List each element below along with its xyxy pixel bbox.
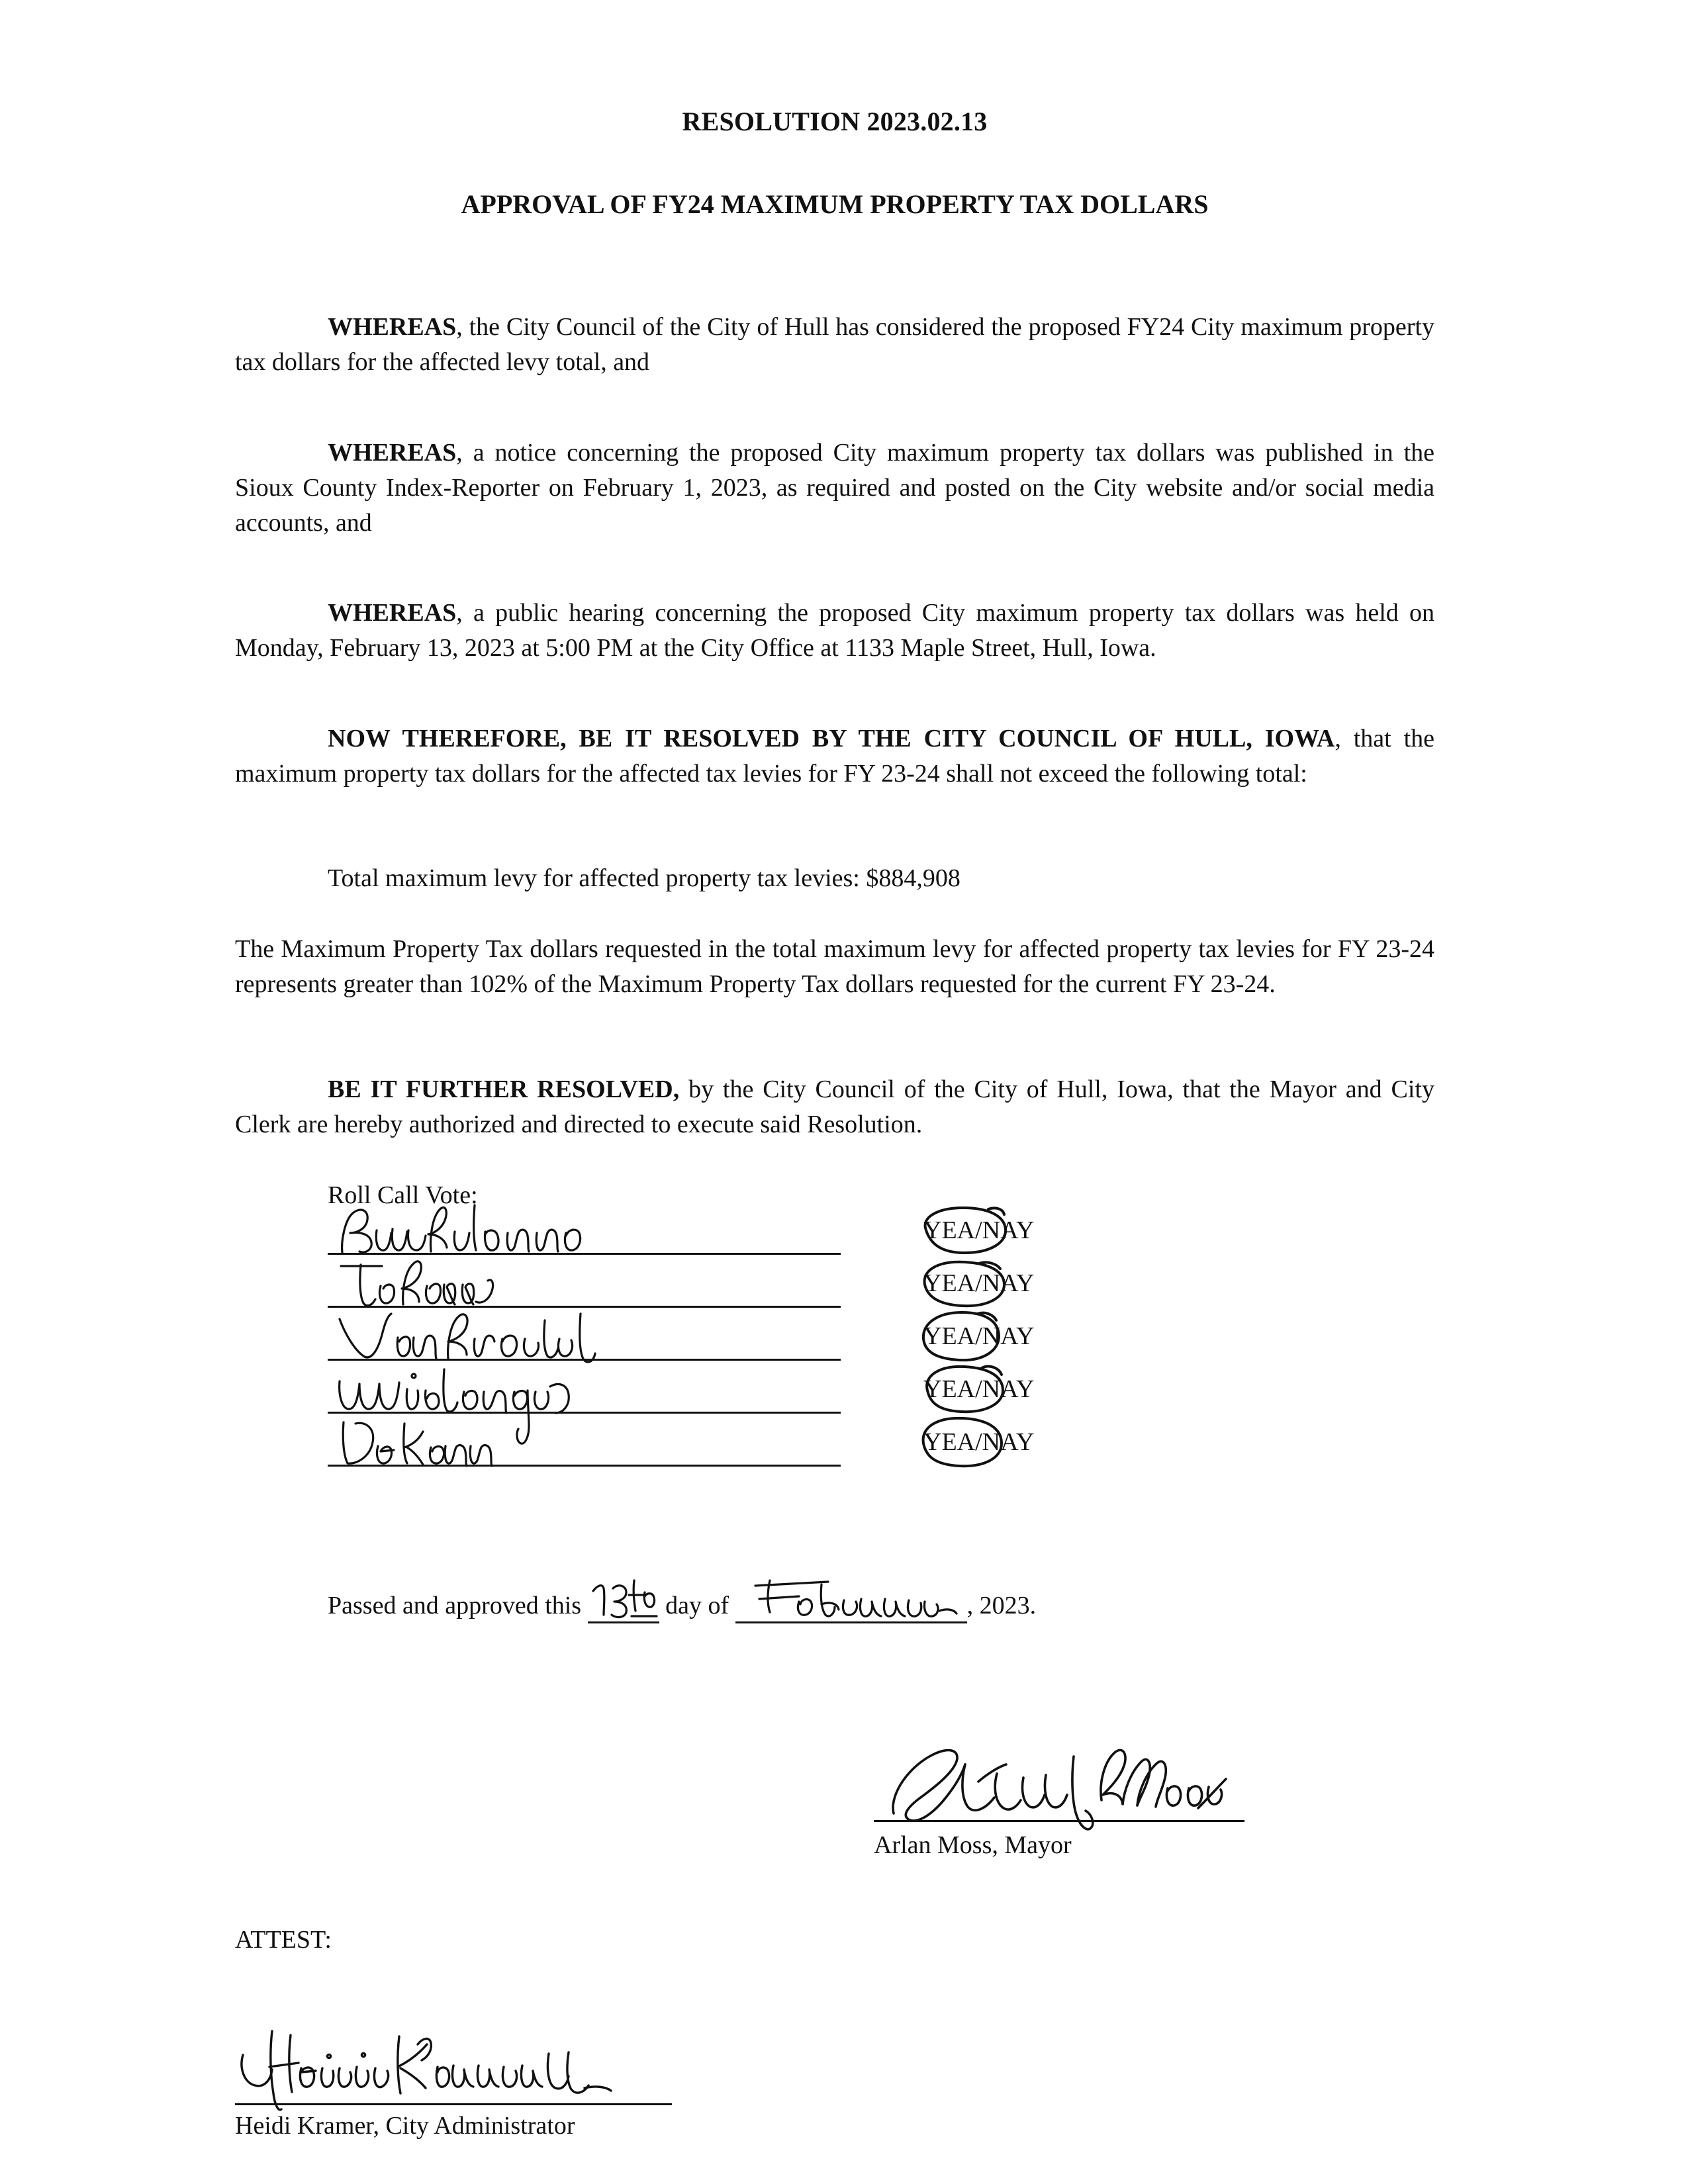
clerk-caption: Heidi Kramer, City Administrator	[235, 2112, 575, 2140]
whereas-3-body: , a public hearing concerning the proposed City maximum property tax dollars was held on Monday, February 13, 2023 at 5:00 PM at the City Office at 1133 Maple Street, Hull, Iowa.	[235, 599, 1434, 662]
mayor-caption: Arlan Moss, Mayor	[874, 1831, 1072, 1859]
mayor-signature-handwriting	[887, 1734, 1244, 1833]
resolved-lead: NOW THEREFORE, BE IT RESOLVED BY THE CITY COUNCIL OF HULL, IOWA	[328, 725, 1335, 752]
signature-line	[328, 1465, 841, 1467]
passed-approved-line	[328, 1588, 1036, 1623]
passed-prefix: Passed and approved this	[328, 1592, 582, 1619]
whereas-paragraph-1	[235, 310, 1434, 380]
mayor-signature-line	[874, 1820, 1244, 1822]
clerk-signature-handwriting	[235, 2022, 659, 2115]
whereas-1-body: , the City Council of the City of Hull has considered the proposed FY24 City maximum property tax dollars for the affected levy total, and	[235, 313, 1434, 376]
roll-call-row	[328, 1420, 1288, 1478]
vote-options-label: YEA/NAY	[923, 1269, 1035, 1297]
be-it-further-resolved-paragraph	[235, 1072, 1434, 1142]
attest-label: ATTEST:	[235, 1926, 332, 1954]
day-handwriting	[588, 1574, 659, 1620]
council-member-signature-handwriting	[334, 1413, 837, 1466]
whereas-2-body: , a notice concerning the proposed City maximum property tax dollars was published in the Sioux County Index-Reporter on February 1, 2023, as required and posted on the City website and/or social media accounts, and	[235, 439, 1434, 537]
roll-call-label: Roll Call Vote:	[328, 1181, 478, 1209]
page-title: RESOLUTION 2023.02.13	[682, 107, 988, 136]
council-member-signature-handwriting	[334, 1360, 837, 1413]
council-member-signature-handwriting	[334, 1254, 837, 1307]
vote-options-label: YEA/NAY	[923, 1216, 1035, 1244]
council-member-signature-handwriting	[334, 1201, 837, 1254]
whereas-paragraph-2	[235, 435, 1434, 541]
passed-suffix: , 2023.	[966, 1592, 1037, 1619]
month-handwriting	[735, 1574, 967, 1620]
whereas-1-lead: WHEREAS	[328, 313, 457, 341]
day-blank[interactable]	[588, 1590, 659, 1623]
whereas-2-lead: WHEREAS	[328, 439, 457, 467]
whereas-paragraph-3	[235, 596, 1434, 666]
now-therefore-resolved-paragraph	[235, 721, 1434, 792]
document-subtitle: APPROVAL OF FY24 MAXIMUM PROPERTY TAX DOLLARS	[461, 189, 1209, 219]
explanation-paragraph: The Maximum Property Tax dollars requested in the total maximum levy for affected property tax levies for FY 23-24 represents greater than 102% of the Maximum Property Tax dollars requested for the current FY 23-24.	[235, 935, 1434, 998]
passed-middle: day of	[665, 1592, 729, 1619]
clerk-signature-line	[235, 2103, 672, 2105]
vote-options-label: YEA/NAY	[923, 1375, 1035, 1403]
levy-total-line: Total maximum levy for affected property tax levies: $884,908	[328, 864, 961, 892]
month-blank[interactable]	[735, 1590, 967, 1623]
resolved-body: , that the maximum property tax dollars for the affected tax levies for FY 23-24 shall not exceed the following total:	[235, 725, 1435, 788]
whereas-3-lead: WHEREAS	[328, 599, 457, 627]
further-resolved-body: by the City Council of the City of Hull, Iowa, that the Mayor and City Clerk are hereby authorized and directed to execute said Resolution.	[235, 1075, 1434, 1138]
vote-options-label: YEA/NAY	[923, 1428, 1035, 1456]
vote-options-label: YEA/NAY	[923, 1322, 1035, 1350]
council-member-signature-handwriting	[334, 1307, 837, 1360]
further-resolved-lead: BE IT FURTHER RESOLVED,	[328, 1075, 680, 1103]
